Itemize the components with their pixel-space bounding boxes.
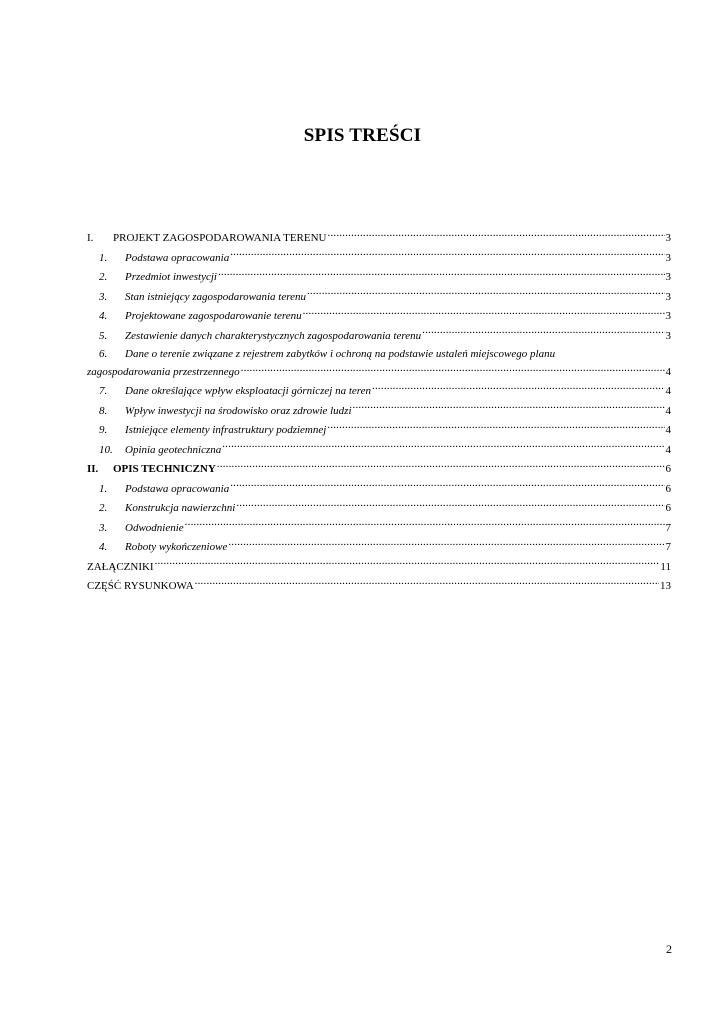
toc-section-1[interactable]	[87, 229, 671, 249]
toc-leader	[230, 480, 664, 492]
toc-label: Konstrukcja nawierzchni	[125, 502, 236, 514]
toc-page: 3	[665, 232, 671, 244]
toc-item[interactable]	[87, 538, 671, 558]
toc-label: Zestawienie danych charakterystycznych zagospodarowania terenu	[125, 329, 422, 342]
toc-page: 3	[665, 290, 671, 303]
toc-leader	[303, 307, 665, 319]
toc-label: Projektowane zagospodarowanie terenu	[125, 310, 302, 322]
toc-label: Istniejące elementy infrastruktury podziemnej	[125, 424, 327, 436]
toc-page: 6	[665, 482, 671, 495]
toc-page: 3	[665, 271, 671, 283]
toc-page: 7	[665, 541, 671, 553]
toc-leader	[327, 421, 664, 433]
toc-number: 1.	[99, 482, 108, 495]
toc-number: 2.	[99, 502, 108, 514]
toc-item[interactable]	[87, 421, 671, 441]
toc-leader	[353, 402, 665, 414]
toc-page: 7	[665, 521, 671, 534]
toc-drawings[interactable]	[87, 577, 671, 597]
toc-number: I.	[87, 232, 94, 244]
toc-page: 4	[665, 443, 671, 456]
toc-label: ZAŁĄCZNIKI	[87, 560, 154, 573]
toc-label: PROJEKT ZAGOSPODAROWANIA TERENU	[113, 232, 327, 244]
toc-item[interactable]	[87, 327, 671, 347]
toc-leader	[328, 229, 665, 241]
toc-leader	[155, 558, 660, 570]
toc-page: 4	[665, 366, 671, 378]
toc-number: II.	[87, 463, 99, 475]
toc-item[interactable]	[87, 480, 671, 500]
toc-number: 4.	[99, 310, 108, 322]
toc-page: 3	[665, 329, 671, 342]
toc-page: 4	[665, 404, 671, 417]
toc-label: Podstawa opracowania	[125, 251, 230, 264]
toc-leader	[228, 538, 664, 550]
toc-number: 4.	[99, 541, 108, 553]
toc-leader	[185, 519, 665, 531]
table-of-contents	[87, 229, 671, 597]
toc-leader	[195, 577, 659, 589]
toc-section-2[interactable]	[87, 460, 671, 480]
toc-page: 3	[665, 310, 671, 322]
toc-label-continued: zagospodarowania przestrzennego	[87, 366, 240, 378]
toc-label: Dane określające wpływ eksploatacji górniczej na teren	[125, 385, 372, 397]
toc-leader	[236, 499, 664, 511]
toc-item[interactable]	[87, 268, 671, 288]
toc-item[interactable]	[87, 307, 671, 327]
toc-label: Roboty wykończeniowe	[125, 541, 228, 553]
toc-page: 3	[665, 251, 671, 264]
toc-number: 1.	[99, 251, 108, 264]
toc-item[interactable]	[87, 441, 671, 461]
toc-leader	[217, 460, 665, 472]
toc-leader	[307, 288, 665, 300]
toc-item[interactable]	[87, 402, 671, 422]
toc-leader	[218, 268, 665, 280]
page-title: SPIS TREŚCI	[303, 125, 422, 146]
toc-page: 11	[660, 560, 671, 573]
toc-item[interactable]	[87, 519, 671, 539]
toc-number: 10.	[99, 443, 113, 456]
toc-leader	[230, 249, 664, 261]
toc-leader	[372, 382, 664, 394]
toc-page: 6	[665, 502, 671, 514]
toc-number: 6.	[99, 348, 108, 360]
toc-label: Podstawa opracowania	[125, 482, 230, 495]
toc-label: CZĘŚĆ RYSUNKOWA	[87, 580, 194, 592]
toc-label: Dane o terenie związane z rejestrem zabytków i ochroną na podstawie ustaleń miejscowego planu	[125, 348, 556, 360]
toc-page: 4	[665, 424, 671, 436]
toc-number: 3.	[99, 521, 108, 534]
toc-page: 4	[665, 385, 671, 397]
toc-number: 2.	[99, 271, 108, 283]
page-number: 2	[666, 942, 672, 956]
toc-item[interactable]	[87, 249, 671, 269]
toc-item[interactable]	[87, 499, 671, 519]
toc-label: OPIS TECHNICZNY	[113, 463, 216, 475]
toc-attachments[interactable]	[87, 558, 671, 578]
toc-label: Odwodnienie	[125, 521, 184, 534]
toc-page: 6	[665, 463, 671, 475]
toc-leader	[241, 363, 665, 375]
toc-label: Wpływ inwestycji na środowisko oraz zdrowie ludzi	[125, 404, 352, 417]
toc-item[interactable]	[87, 382, 671, 402]
toc-item[interactable]	[87, 288, 671, 308]
toc-leader	[222, 441, 664, 453]
toc-page: 13	[660, 580, 671, 592]
toc-number: 7.	[99, 385, 108, 397]
toc-number: 8.	[99, 404, 108, 417]
toc-label: Przedmiot inwestycji	[125, 271, 217, 283]
toc-number: 9.	[99, 424, 108, 436]
toc-label: Stan istniejący zagospodarowania terenu	[125, 290, 306, 303]
toc-number: 5.	[99, 329, 108, 342]
toc-item[interactable]	[87, 346, 671, 382]
toc-leader	[422, 327, 664, 339]
toc-label: Opinia geotechniczna	[125, 443, 222, 456]
toc-number: 3.	[99, 290, 108, 303]
